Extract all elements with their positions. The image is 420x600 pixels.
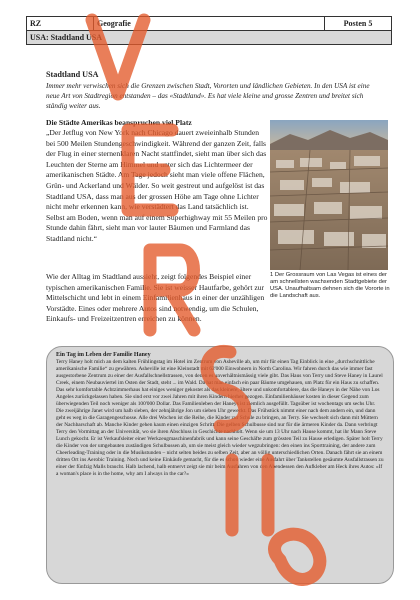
intro-text: Immer mehr verwischen sich die Grenzen zwischen Stadt, Vororten und ländlichen Gebieten. In den USA ist eine neue Art von Stadtregion entstanden – das «Stadtland». Es hat viele kleine und grosse Zentren und breitet sich ständig weiter aus. bbox=[46, 82, 370, 110]
section-paragraph-2: Wie der Alltag im Stadtland aussieht, zeigt folgendes Beispiel einer typischen amerikanischen Familie. Sie ist weisser Hautfarbe, gehört zur Mittelschicht und lebt in einem Einfamilienhaus in einer der unzähligen Vorstädte. Eines oder mehrere Autos sind notwendig, um die Schulen, Einkaufs- und Freizeitzentren erreichen zu können. bbox=[46, 272, 265, 324]
las-vegas-aerial-image bbox=[270, 120, 388, 270]
section-heading: Die Städte Amerikas beanspruchen viel Platz bbox=[46, 118, 192, 127]
page-title: Stadtland USA bbox=[46, 70, 99, 79]
posten-label: Posten 5 bbox=[325, 17, 392, 31]
section-paragraph-1: „Der Jetflug von New York nach Chicago dauert zweieinhalb Stunden bei 500 Meilen Stundengeschwindigkeit. Während der ganzen Zeit, falls der Flug in einer sternenklaren Nacht stattfindet, sieht man über sich das Leuchten der Sterne am Himmel und unter sich das Lichtermeer der amerikanischen Städte. Am Tage jedoch sieht man viele offene Flächen, Grün- und Ackerland und Wälder. So weit gestreut und aufgelöst ist das Stadtland USA, dass man aus der grossen Höhe am Tage ohne Lichter nicht mehr erkennen kann, wie verstädtert das Land tatsächlich ist. Selbst am Boden, wenn man auf einem Superhighway mit 55 Meilen pro Stunde dahin fährt, sieht man vor lauter Bäumen und Farmland das Stadtland nicht.“ bbox=[46, 128, 268, 243]
rz-label: RZ bbox=[27, 17, 94, 31]
topic-label: USA: Stadtland USA bbox=[27, 31, 392, 45]
family-story-title: Ein Tag im Leben der Familie Haney bbox=[56, 352, 151, 358]
family-story-text: Terry Haney holt mich an dem kalten Frühlingstag im Hotel im Zentrum von Asheville ab, um mir für einen Tag Einblick in eine „durchschnittliche amerikanische Familie“ zu gewähren. Asheville ist eine Kleinstadt mit 62'000 Einwohnern in North Carolina. Wir fahren durch das wie immer fast ausgestorbene Zentrum zu einer der Ausfallschnellstrassen, von denen es unverhältnismässig viele gibt. Das Haus von Terry und Steve Haney in Laurel Creek, einem Neubauviertel im Osten der Stadt, steht ... im Wald. Da hat man einfach ein paar Bäume umgehauen, um Platz für ein Haus zu schaffen. Das sehr komfortable Achtzimmerhaus hat einiges weniger gekostet als das kleinere, ältere und unkomfortablere, das die Haneys in der Nähe von Los Angeles zurückgelassen haben. Sie sind erst vor zwei Jahren mit ihren Kindern hierher gezogen. Einfamilienhäuser kosten in dieser Gegend zum überwiegenden Teil noch weniger als 100'000 Dollar. Das Familienleben der Haneys ist ziemlich ausgefüllt. Tagsüber ist wochentags um sechs Uhr. Die zweijährige Janet wird um halb sieben, der zehnjährige Jon um sieben Uhr geweckt. Das Frühstück nimmt einer nach dem andern ein, und dann geht es weg in die Garagengeschosse. Alle drei Wochen ist die Reihe, die Kinder zur Schule zu bringen, an Terry. Sie wechselt sich dann mit Müttern der Nachbarschaft ab. Manche Kinder gehen kaum einen einzigen Schritt. Die gelben Schulbusse sind nur für die ärmeren Kinder da. Dann verbringt Terry den Vormittag an der Universität, wo sie ihren Abschluss in Geschichte nachholt. Wenn sie um 13 Uhr nach Hause kommt, hat ihr Mann Steve Lunch gekocht. Er ist Verkaufsleiter einer Werkzeugmaschinenfabrik und kann seine Geschäfte zum grössten Teil zu Hause erledigen. Später holt Terry die Kinder von der umgebauten zuständigen Schulbussen ab, um sie meist gleich wieder wegzubringen: den einen ins Sporttraining, der andere zum Cheerleading-Training oder in die Musikstunden – nicht selten beides zu selben Zeit, aber an völlig unterschiedlichen Orten. Danach fährt sie an einem dritten Ort ins Aerobic Training. Noch und keine Einkäufe gemacht, für die es schon wieder eine Ausfahrt über Tankstellen gesäumte Ausfallstrassen zu einer der fünfzig Malls braucht. Halb lachend, halb entnervt zeigt sie mir beim Ausfahren von den Abendessen den Aufkleber am Heck ihres Autos: «If a woman's place is in the home, why am I always in the car?» bbox=[56, 359, 384, 477]
header-table bbox=[26, 16, 392, 45]
photo-caption: 1 Der Grossraum von Las Vegas ist eines der am schnellsten wachsenden Stadtgebiete der USA. Unaufhaltsam dehnen sich die Vororte in die Landschaft aus. bbox=[270, 272, 390, 299]
las-vegas-photo bbox=[270, 120, 388, 270]
subject-label: Geografie bbox=[94, 17, 325, 31]
